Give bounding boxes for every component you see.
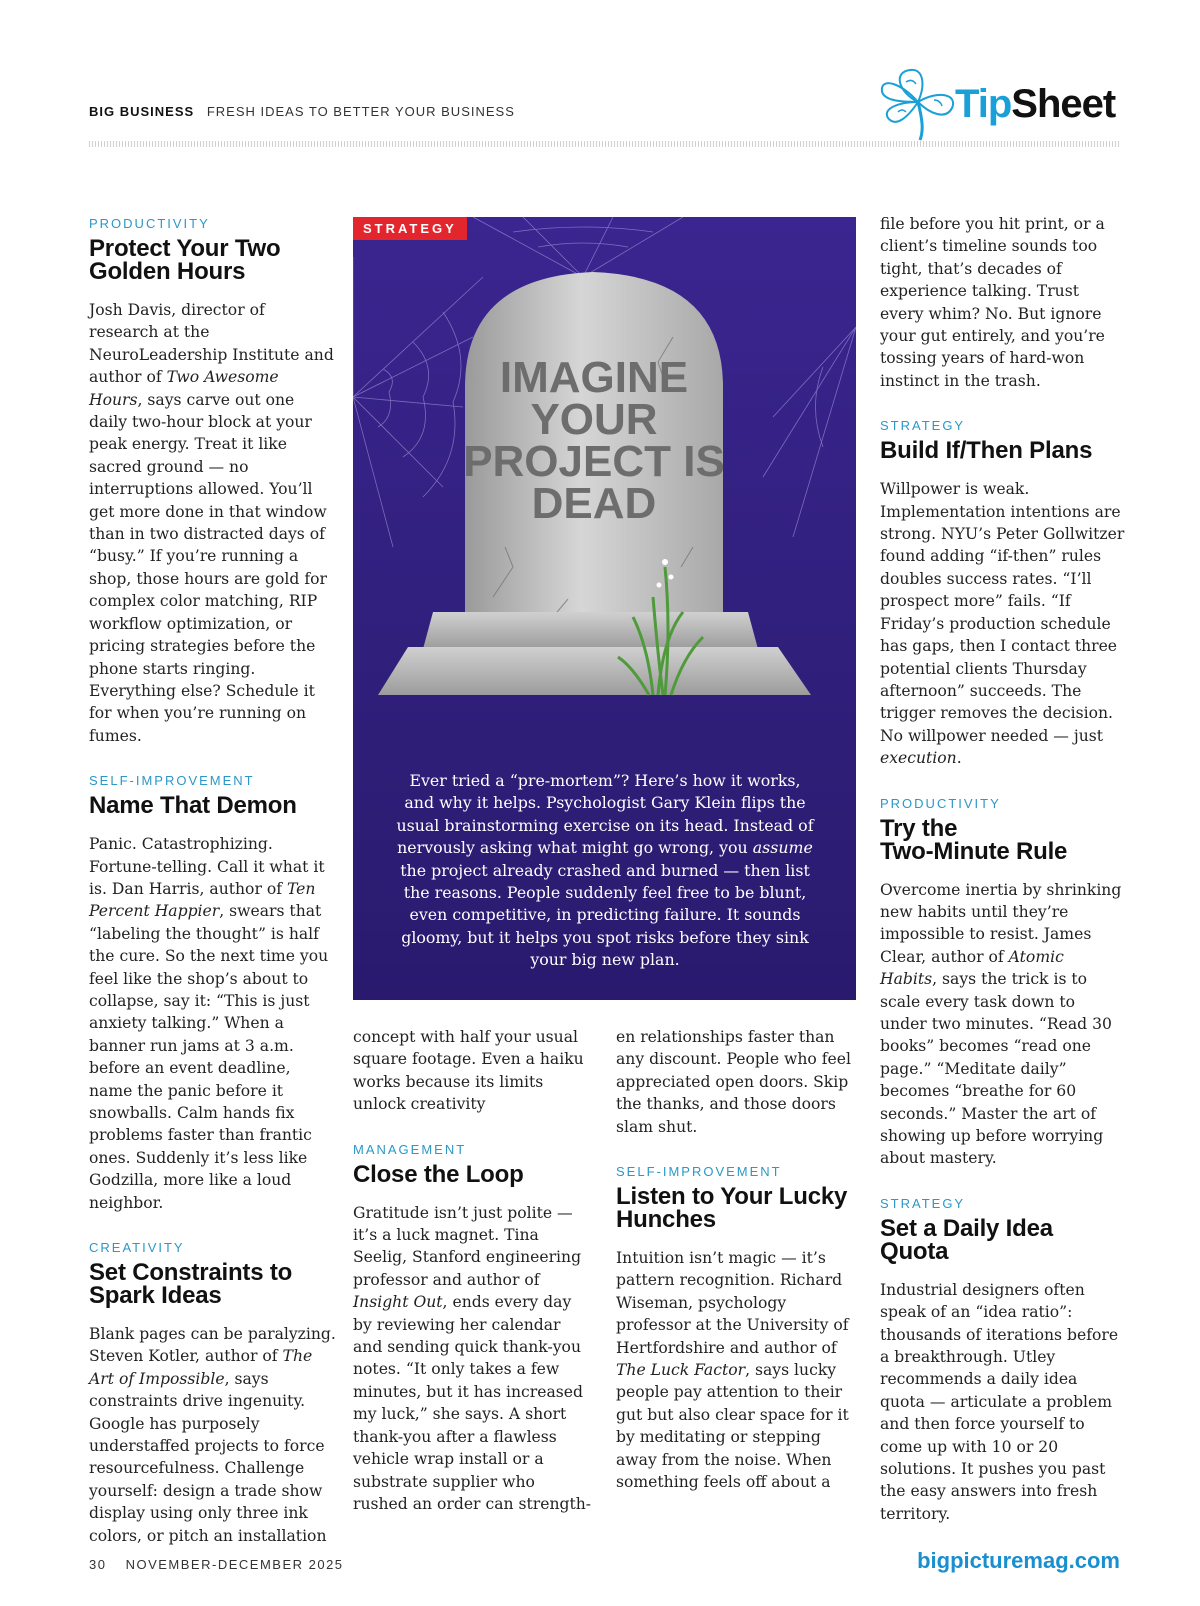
article-if-then — [880, 418, 1125, 769]
column-4 — [880, 213, 1125, 1555]
article-body: Blank pages can be paralyzing. Steven Kotler, author of The Art of Impossible, says constraints drive ingenuity. Google has purposely understaffed projects to force resourcefulness. Challenge yourself: design a trade show display using only three ink colors, or pitch an installation — [89, 1325, 336, 1545]
logo-sheet: Sheet — [1011, 82, 1116, 126]
continued-text: concept with half your usual square footage. Even a haiku works because its limits unlock creativity — [353, 1028, 584, 1114]
article-category: SELF-IMPROVEMENT — [89, 773, 255, 789]
article-set-constraints — [89, 1240, 337, 1547]
category-tag: STRATEGY — [353, 217, 467, 240]
article-heading: Listen to Your Lucky Hunches — [616, 1183, 848, 1234]
feature-caption: Ever tried a “pre-mortem”? Here’s how it works, and why it helps. Psychologist Gary Klein flips the usual brainstorming exercise on its head. Instead of nervously asking what might go wrong, you assume the project already crashed and burned — then list the reasons. People suddenly feel free to be blunt, even competitive, in predicting failure. It sounds gloomy, but it helps you spot risks before they sink your big new plan. — [396, 771, 814, 970]
section-name: BIG BUSINESS — [89, 104, 195, 119]
article-lucky-hunches — [616, 1164, 856, 1493]
issue-date: NOVEMBER-DECEMBER 2025 — [125, 1557, 344, 1572]
article-heading: Close the Loop — [353, 1160, 524, 1188]
article-body: Gratitude isn’t just polite — it’s a luck magnet. Tina Seelig, Stanford engineering professor and author of Insight Out, ends every day by reviewing her calendar and sending quick thank-you notes. “It only takes a few minutes, but it has increased my luck,” she says. A short thank-you after a flawless vehicle wrap install or a substrate supplier who rushed an order can strength- — [353, 1203, 592, 1513]
article-heading: Set a Daily Idea Quota — [880, 1214, 1053, 1265]
article-close-the-loop — [353, 1142, 593, 1516]
article-body: Josh Davis, director of research at the NeuroLeadership Institute and author of Two Awesome Hours, says carve out one daily two-hour block at your peak energy. Treat it like sacred ground — no interruptions allowed. You’ll get more done in that window than in two distracted days of “busy.” If you’re running a shop, those hours are gold for complex color matching, RIP workflow optimization, or pricing strategies before the phone starts ringing. Everything else? Schedule it for when you’re running on fumes. — [89, 301, 334, 745]
article-category: SELF-IMPROVEMENT — [616, 1164, 782, 1180]
article-heading: Protect Your Two Golden Hours — [89, 235, 281, 285]
column-3 — [616, 1026, 856, 1524]
article-category: PRODUCTIVITY — [89, 216, 210, 231]
article-body: Overcome inertia by shrinking new habits until they’re impossible to resist. James Clear, author of Atomic Habits, says the trick is to scale every task down to under two minutes. “Read 30 books” becomes “read one page.” “Meditate daily” becomes “breathe for 60 seconds.” Master the art of showing up before worrying about mastery. — [880, 880, 1122, 1168]
running-header — [89, 104, 515, 119]
page-number: 30 — [89, 1557, 107, 1572]
article-body: Intuition isn’t magic — it’s pattern recognition. Richard Wiseman, psychology professor at the University of Hertfordshire and author of The Luck Factor, says lucky people pay attention to their gut but also clear space for it by meditating or stepping away from the noise. When something feels off about a — [616, 1249, 849, 1492]
article-two-minute-rule — [880, 796, 1125, 1170]
article-heading: Name That Demon — [89, 792, 297, 820]
article-body: Willpower is weak. Implementation intentions are strong. NYU’s Peter Gollwitzer found adding “if-then” rules doubles success rates. “I’ll prospect more” fails. “If Friday’s production schedule has gaps, then I contact three potential clients Thursday afternoon” succeeds. The trigger removes the decision. No willpower needed — just execution. — [880, 480, 1125, 768]
article-daily-idea-quota — [880, 1196, 1125, 1525]
article-category: MANAGEMENT — [353, 1141, 467, 1157]
column-2 — [353, 1026, 593, 1545]
article-heading: Build If/Then Plans — [880, 437, 1093, 465]
page-footer — [89, 1557, 344, 1572]
article-category: CREATIVITY — [89, 1240, 185, 1256]
tombstone-text: PROJECT IS — [463, 437, 725, 486]
article-heading: Set Constraints to Spark Ideas — [89, 1259, 293, 1310]
article-body: Panic. Catastrophizing. Fortune-telling. Call it what it is. Dan Harris, author of Ten Percent Happier, swears that “labeling the thought” is half the cure. So the next time you feel like the shop’s about to collapse, say it: “This is just anxiety talking.” When a banner run jams at 3 a.m. before an event deadline, name the panic before it snowballs. Calm hands fix problems faster than frantic ones. Suddenly it’s less like Godzilla, more like a loud neighbor. — [89, 835, 329, 1212]
website-link[interactable]: bigpicturemag.com — [917, 1548, 1120, 1573]
section-tagline: FRESH IDEAS TO BETTER YOUR BUSINESS — [206, 104, 515, 119]
article-body: Industrial designers often speak of an “idea ratio”: thousands of iterations before a breakthrough. Utley recommends a daily idea quota — articulate a problem and then force yourself to come up with 10 or 20 solutions. It pushes you past the easy answers into fresh territory. — [880, 1280, 1119, 1523]
continued-text: file before you hit print, or a client’s timeline sounds too tight, that’s decades of experience talking. Trust every whim? No. But ignore your gut entirely, and you’re tossing years of hard-won instinct in the trash. — [880, 215, 1105, 390]
continued-text: en relationships faster than any discount. People who feel appreciated open doors. Skip the thanks, and those doors slam shut. — [616, 1028, 851, 1136]
tombstone-text: DEAD — [531, 479, 657, 528]
article-golden-hours — [89, 216, 337, 747]
tombstone-text: IMAGINE — [499, 353, 689, 402]
tombstone-text: YOUR — [530, 395, 658, 444]
column-1 — [89, 216, 337, 1577]
article-name-that-demon — [89, 773, 337, 1214]
article-category: STRATEGY — [880, 418, 966, 434]
tipsheet-logo — [955, 82, 1115, 127]
logo-tip: Tip — [955, 82, 1012, 126]
article-category: STRATEGY — [880, 1195, 966, 1211]
article-category: PRODUCTIVITY — [880, 795, 1001, 811]
article-heading: Try the Two-Minute Rule — [880, 814, 1068, 865]
